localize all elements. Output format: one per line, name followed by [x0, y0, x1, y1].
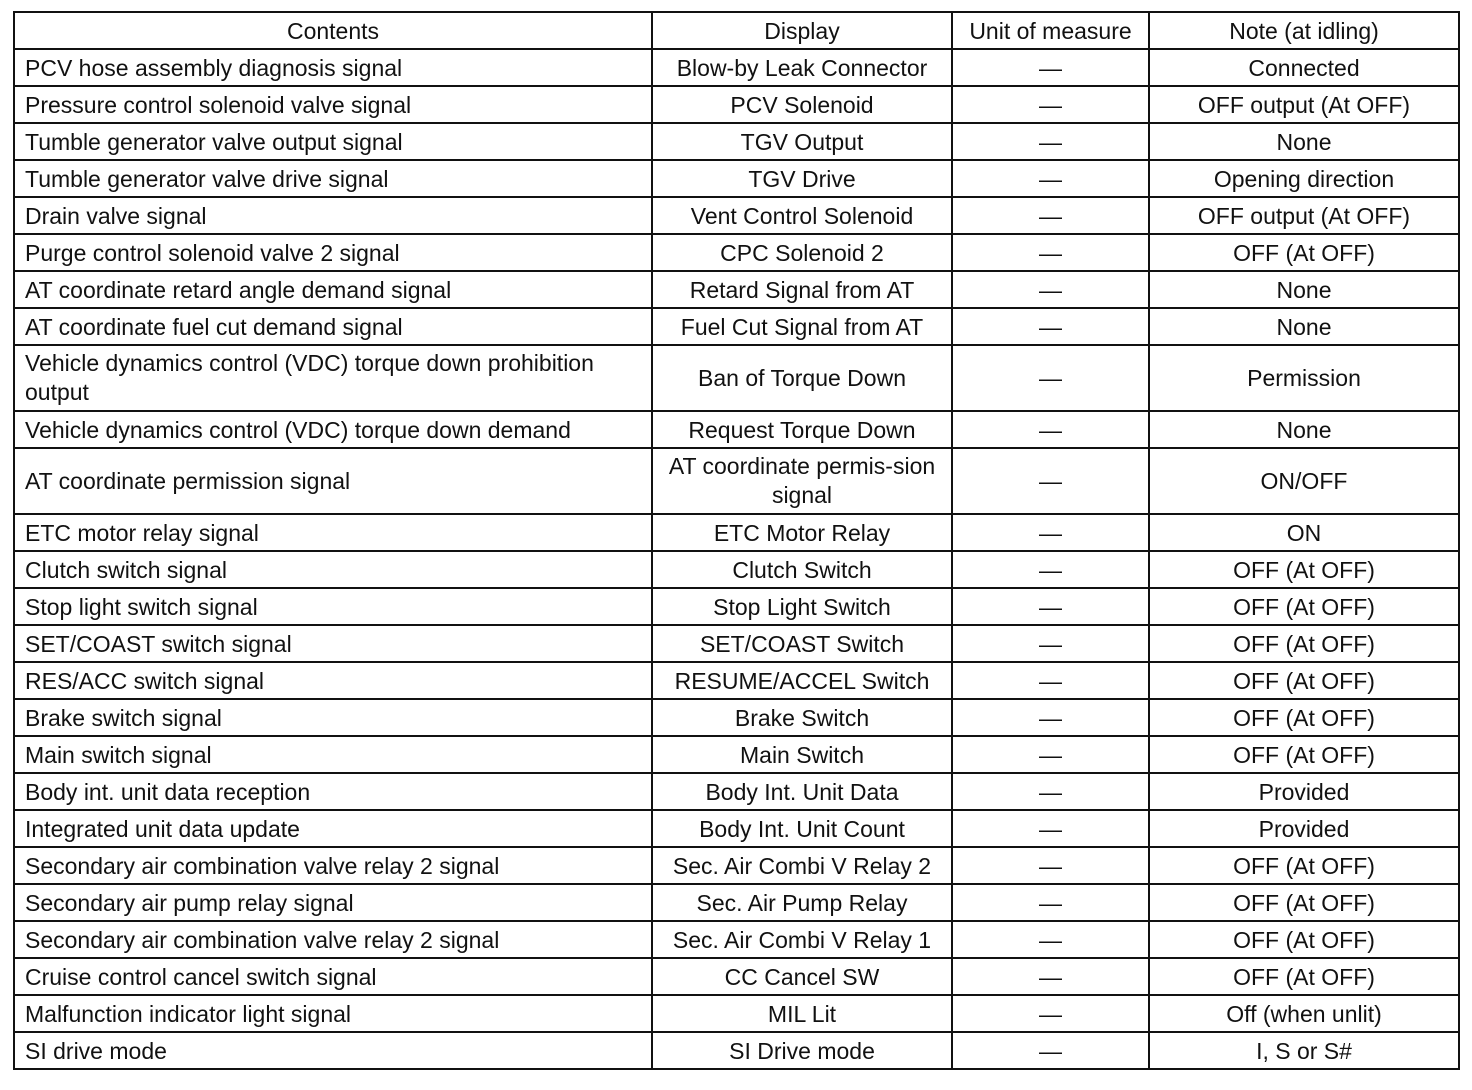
header-contents: Contents [14, 12, 652, 49]
cell-unit: — [952, 448, 1149, 514]
table-row [14, 197, 1459, 234]
cell-contents: Secondary air combination valve relay 2 signal [14, 921, 652, 958]
cell-note: OFF (At OFF) [1149, 958, 1459, 995]
cell-display: ETC Motor Relay [652, 514, 952, 551]
table-row [14, 123, 1459, 160]
cell-unit: — [952, 308, 1149, 345]
cell-unit: — [952, 588, 1149, 625]
cell-note: None [1149, 308, 1459, 345]
table-row [14, 995, 1459, 1032]
cell-display: Clutch Switch [652, 551, 952, 588]
cell-contents: Drain valve signal [14, 197, 652, 234]
table-body [14, 49, 1459, 1069]
header-display: Display [652, 12, 952, 49]
cell-display: PCV Solenoid [652, 86, 952, 123]
cell-contents: Cruise control cancel switch signal [14, 958, 652, 995]
cell-display: Brake Switch [652, 699, 952, 736]
cell-contents: ETC motor relay signal [14, 514, 652, 551]
cell-note: OFF (At OFF) [1149, 662, 1459, 699]
cell-note: OFF output (At OFF) [1149, 197, 1459, 234]
cell-unit: — [952, 49, 1149, 86]
cell-display: TGV Output [652, 123, 952, 160]
cell-note: Provided [1149, 810, 1459, 847]
cell-unit: — [952, 921, 1149, 958]
table-row [14, 308, 1459, 345]
cell-note: None [1149, 411, 1459, 448]
cell-display: CC Cancel SW [652, 958, 952, 995]
table-row [14, 662, 1459, 699]
cell-contents: AT coordinate fuel cut demand signal [14, 308, 652, 345]
cell-unit: — [952, 234, 1149, 271]
cell-display: Main Switch [652, 736, 952, 773]
cell-note: OFF (At OFF) [1149, 847, 1459, 884]
cell-contents: SI drive mode [14, 1032, 652, 1069]
cell-unit: — [952, 551, 1149, 588]
cell-display: Body Int. Unit Data [652, 773, 952, 810]
cell-display: AT coordinate permis-sion signal [652, 448, 952, 514]
cell-contents: Malfunction indicator light signal [14, 995, 652, 1032]
cell-note: Provided [1149, 773, 1459, 810]
cell-unit: — [952, 345, 1149, 411]
table-row [14, 847, 1459, 884]
table-row [14, 773, 1459, 810]
cell-note: OFF (At OFF) [1149, 588, 1459, 625]
cell-unit: — [952, 995, 1149, 1032]
header-row [14, 12, 1459, 49]
cell-unit: — [952, 699, 1149, 736]
cell-unit: — [952, 197, 1149, 234]
cell-note: None [1149, 123, 1459, 160]
data-table [13, 11, 1460, 1070]
cell-unit: — [952, 160, 1149, 197]
cell-display: CPC Solenoid 2 [652, 234, 952, 271]
cell-contents: Tumble generator valve drive signal [14, 160, 652, 197]
table-row [14, 234, 1459, 271]
cell-unit: — [952, 773, 1149, 810]
table-row [14, 86, 1459, 123]
cell-unit: — [952, 123, 1149, 160]
cell-display: Sec. Air Combi V Relay 2 [652, 847, 952, 884]
cell-note: Opening direction [1149, 160, 1459, 197]
cell-contents: Secondary air combination valve relay 2 signal [14, 847, 652, 884]
cell-display: Blow-by Leak Connector [652, 49, 952, 86]
table-row [14, 588, 1459, 625]
cell-contents: PCV hose assembly diagnosis signal [14, 49, 652, 86]
cell-contents: Tumble generator valve output signal [14, 123, 652, 160]
cell-unit: — [952, 958, 1149, 995]
cell-note: OFF (At OFF) [1149, 234, 1459, 271]
cell-note: OFF (At OFF) [1149, 625, 1459, 662]
cell-display: TGV Drive [652, 160, 952, 197]
cell-display: SET/COAST Switch [652, 625, 952, 662]
cell-display: Body Int. Unit Count [652, 810, 952, 847]
cell-unit: — [952, 662, 1149, 699]
cell-contents: AT coordinate permission signal [14, 448, 652, 514]
cell-display: Stop Light Switch [652, 588, 952, 625]
cell-display: Vent Control Solenoid [652, 197, 952, 234]
cell-contents: Stop light switch signal [14, 588, 652, 625]
cell-contents: Purge control solenoid valve 2 signal [14, 234, 652, 271]
table-row [14, 699, 1459, 736]
table-row [14, 921, 1459, 958]
cell-display: Ban of Torque Down [652, 345, 952, 411]
cell-note: I, S or S# [1149, 1032, 1459, 1069]
cell-note: OFF (At OFF) [1149, 551, 1459, 588]
cell-contents: SET/COAST switch signal [14, 625, 652, 662]
cell-note: OFF (At OFF) [1149, 884, 1459, 921]
cell-note: OFF (At OFF) [1149, 736, 1459, 773]
cell-unit: — [952, 514, 1149, 551]
cell-unit: — [952, 736, 1149, 773]
cell-contents: RES/ACC switch signal [14, 662, 652, 699]
table-row [14, 625, 1459, 662]
cell-display: Request Torque Down [652, 411, 952, 448]
cell-unit: — [952, 271, 1149, 308]
cell-contents: Body int. unit data reception [14, 773, 652, 810]
table-row [14, 958, 1459, 995]
table-row [14, 810, 1459, 847]
table-row [14, 1032, 1459, 1069]
cell-display: Sec. Air Pump Relay [652, 884, 952, 921]
cell-note: ON [1149, 514, 1459, 551]
table-row [14, 514, 1459, 551]
cell-unit: — [952, 625, 1149, 662]
cell-display: Sec. Air Combi V Relay 1 [652, 921, 952, 958]
table-row [14, 736, 1459, 773]
header-note: Note (at idling) [1149, 12, 1459, 49]
table-row [14, 49, 1459, 86]
cell-contents: Integrated unit data update [14, 810, 652, 847]
cell-unit: — [952, 86, 1149, 123]
cell-unit: — [952, 884, 1149, 921]
cell-note: OFF (At OFF) [1149, 921, 1459, 958]
table-row [14, 345, 1459, 411]
header-unit: Unit of measure [952, 12, 1149, 49]
cell-contents: Vehicle dynamics control (VDC) torque down prohibition output [14, 345, 652, 411]
cell-contents: Clutch switch signal [14, 551, 652, 588]
table-row [14, 411, 1459, 448]
cell-unit: — [952, 847, 1149, 884]
table-row [14, 160, 1459, 197]
table-row [14, 884, 1459, 921]
cell-note: ON/OFF [1149, 448, 1459, 514]
cell-display: MIL Lit [652, 995, 952, 1032]
cell-contents: Main switch signal [14, 736, 652, 773]
table-container [13, 11, 1460, 1070]
cell-contents: AT coordinate retard angle demand signal [14, 271, 652, 308]
cell-contents: Vehicle dynamics control (VDC) torque down demand [14, 411, 652, 448]
cell-unit: — [952, 411, 1149, 448]
table-row [14, 551, 1459, 588]
cell-unit: — [952, 810, 1149, 847]
cell-display: Retard Signal from AT [652, 271, 952, 308]
table-row [14, 271, 1459, 308]
cell-note: Permission [1149, 345, 1459, 411]
cell-contents: Secondary air pump relay signal [14, 884, 652, 921]
cell-contents: Pressure control solenoid valve signal [14, 86, 652, 123]
cell-note: Connected [1149, 49, 1459, 86]
cell-contents: Brake switch signal [14, 699, 652, 736]
cell-note: Off (when unlit) [1149, 995, 1459, 1032]
table-row [14, 448, 1459, 514]
cell-display: RESUME/ACCEL Switch [652, 662, 952, 699]
cell-note: OFF output (At OFF) [1149, 86, 1459, 123]
cell-note: OFF (At OFF) [1149, 699, 1459, 736]
cell-note: None [1149, 271, 1459, 308]
cell-unit: — [952, 1032, 1149, 1069]
cell-display: Fuel Cut Signal from AT [652, 308, 952, 345]
cell-display: SI Drive mode [652, 1032, 952, 1069]
